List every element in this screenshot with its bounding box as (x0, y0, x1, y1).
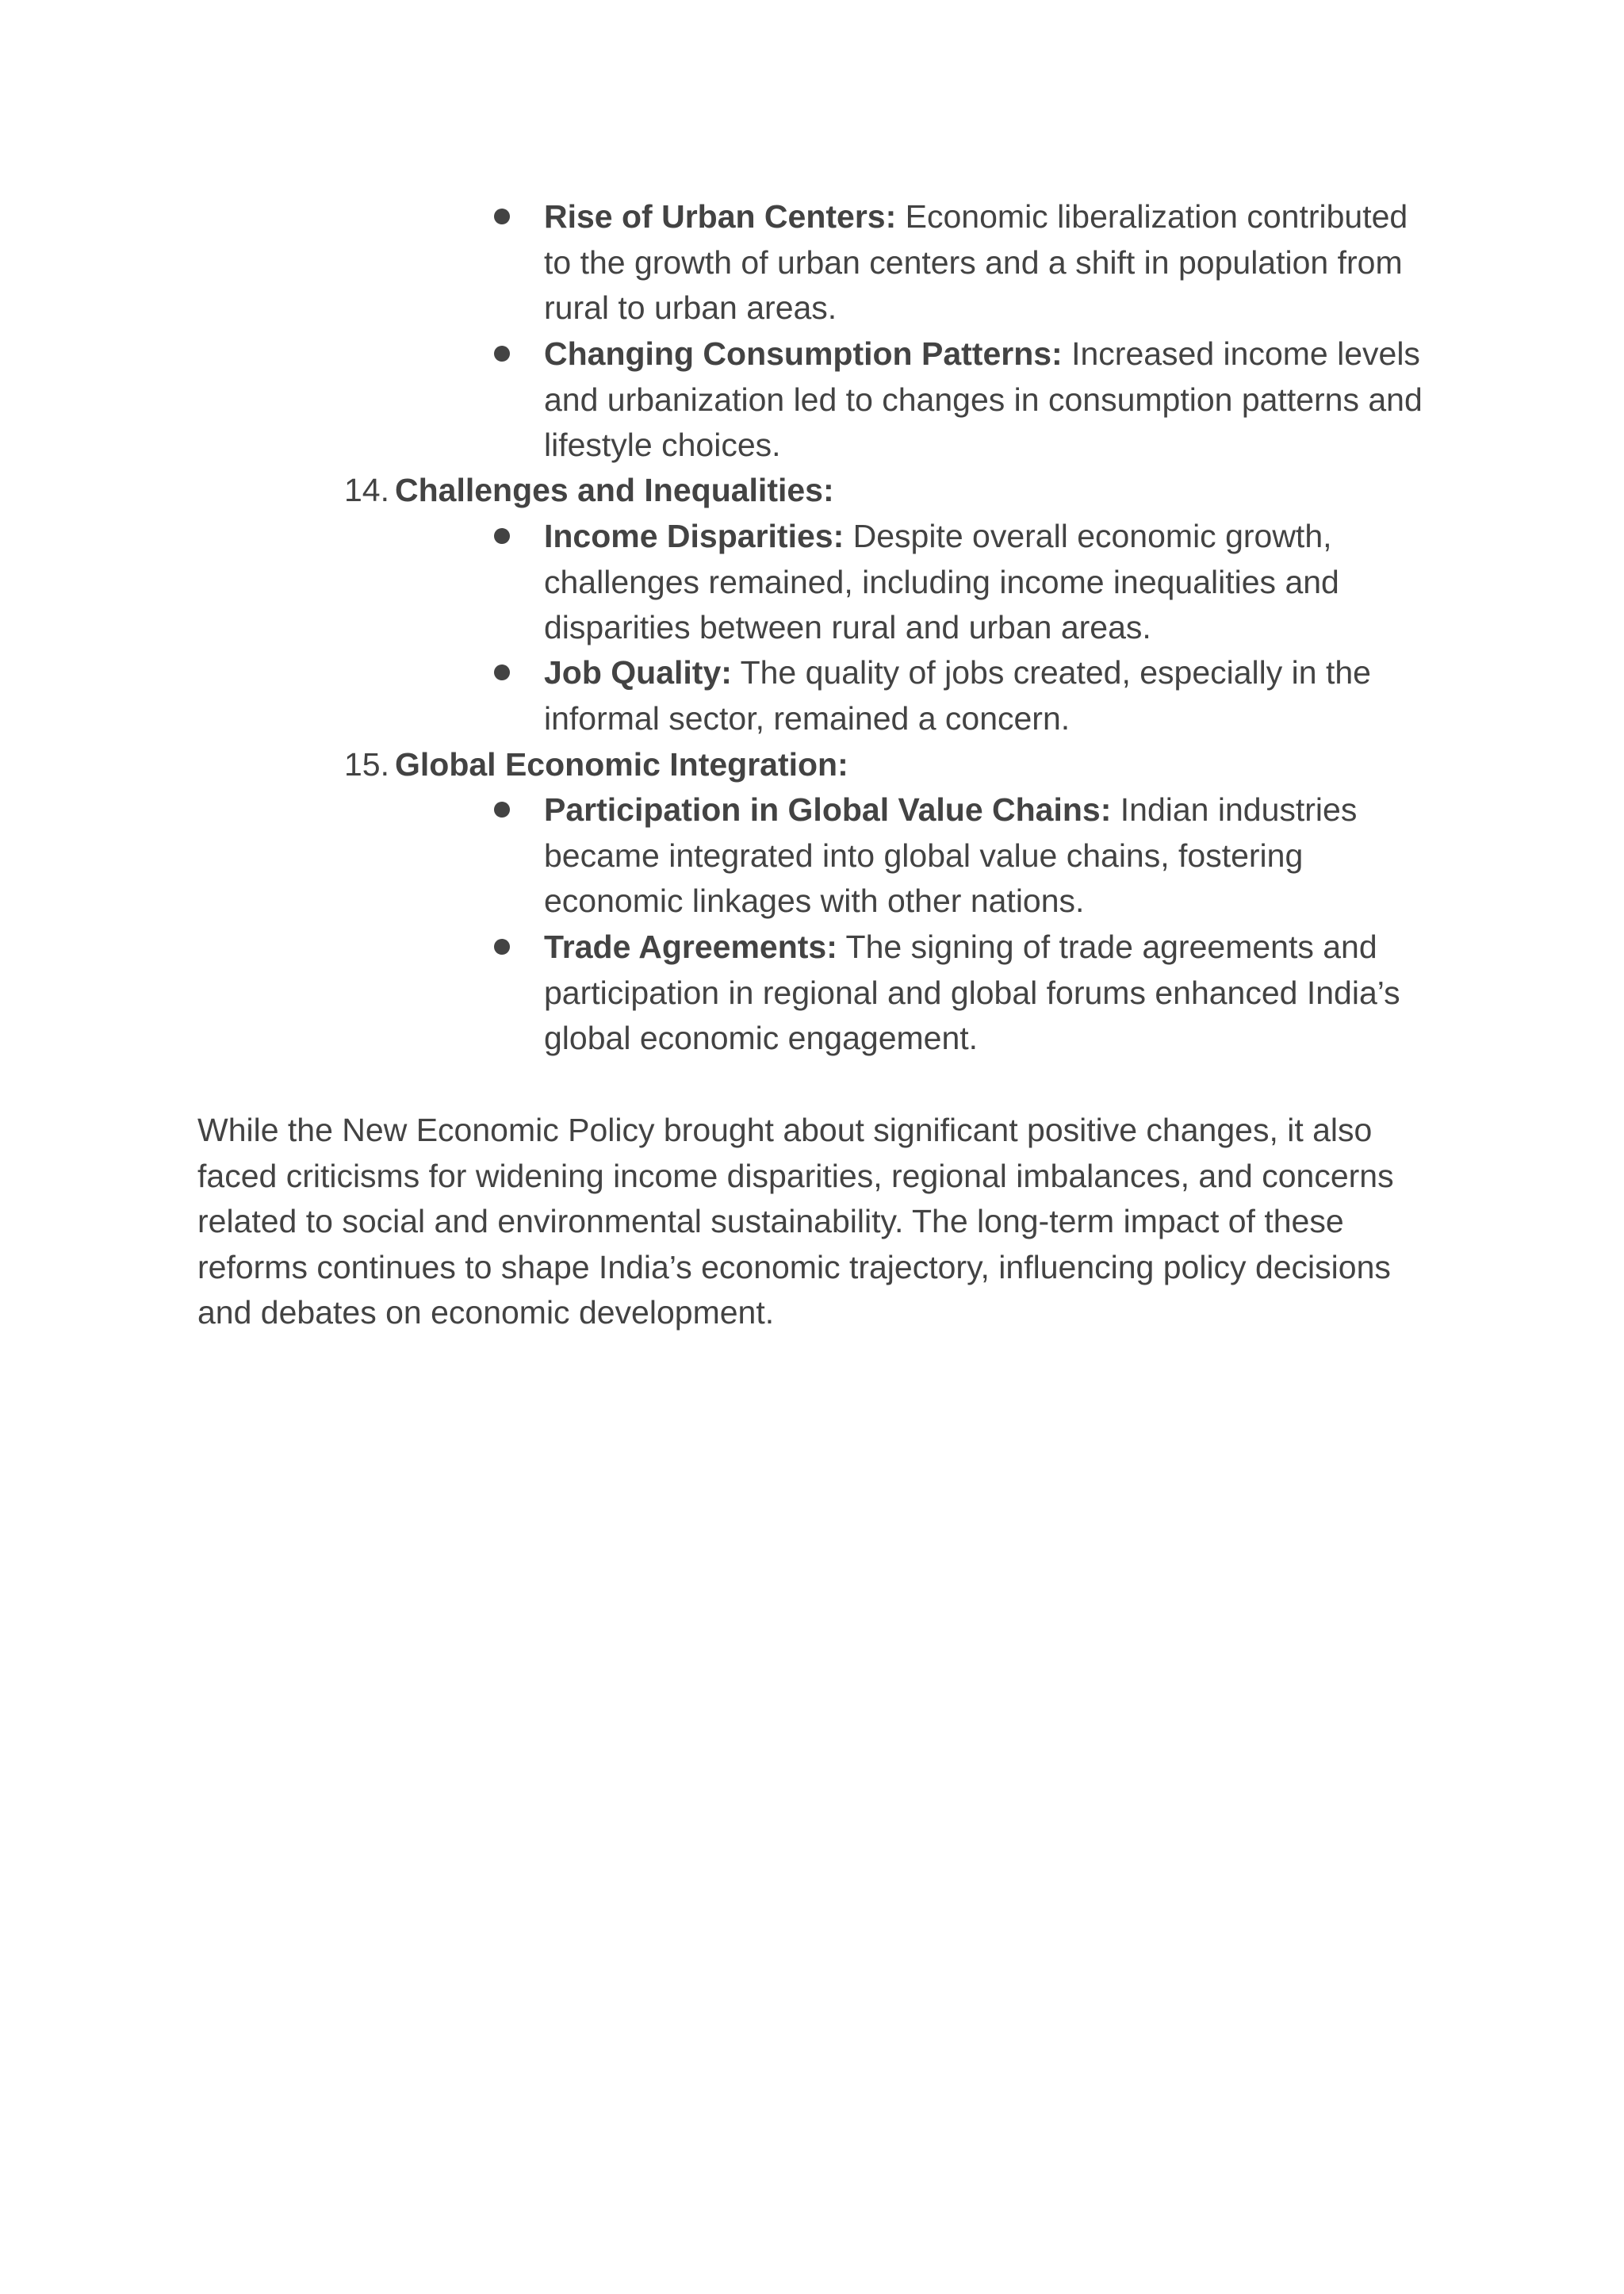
bullet-dot (494, 528, 510, 544)
conclusion-paragraph: While the New Economic Policy brought about significant positive changes, it also faced criticisms for widening income disparities, regional imbalances, and concerns related to social and environmental sustainability. The long-term impact of these reforms continues to shape India’s economic trajectory, influencing policy decisions and debates on economic development. (197, 1112, 1394, 1331)
bullet-dot (494, 664, 510, 680)
bullet-term: Trade Agreements: (544, 929, 837, 965)
list-item-job-quality (544, 650, 1432, 741)
bullet-text: The quality of jobs created, especially in the informal sector, remained a concern. (544, 654, 1371, 737)
bullet-term: Participation in Global Value Chains: (544, 791, 1112, 828)
list-number: 14. (344, 472, 389, 508)
section-heading: Challenges and Inequalities: (395, 472, 834, 508)
list-item-changing-consumption-patterns (544, 331, 1432, 469)
bullet-dot (494, 939, 510, 955)
section-heading: Global Economic Integration: (395, 746, 848, 783)
list-item-trade-agreements (544, 925, 1432, 1062)
list-item-income-disparities (544, 514, 1432, 651)
bullet-text: Increased income levels and urbanization led to changes in consumption patterns and lifestyle choices. (544, 335, 1423, 463)
bullet-text: Economic liberalization contributed to the growth of urban centers and a shift in population from rural to urban areas. (544, 198, 1408, 326)
list-item-global-value-chains (544, 787, 1432, 925)
bullet-term: Changing Consumption Patterns: (544, 335, 1063, 372)
bullet-text: The signing of trade agreements and participation in regional and global forums enhanced India’s global economic engagement. (544, 929, 1400, 1056)
list-item-rise-of-urban-centers (544, 194, 1432, 331)
bullet-dot (494, 802, 510, 818)
bullet-dot (494, 209, 510, 224)
bullet-dot (494, 346, 510, 362)
list-number: 15. (344, 746, 389, 783)
bullet-term: Income Disparities: (544, 518, 845, 554)
numbered-heading-15 (344, 742, 1438, 788)
numbered-heading-14 (344, 468, 1438, 514)
bullet-term: Rise of Urban Centers: (544, 198, 897, 235)
bullet-text: Indian industries became integrated into global value chains, fostering economic linkages with other nations. (544, 791, 1358, 919)
bullet-term: Job Quality: (544, 654, 732, 691)
bullet-text: Despite overall economic growth, challenges remained, including income inequalities and disparities between rural and urban areas. (544, 518, 1339, 645)
